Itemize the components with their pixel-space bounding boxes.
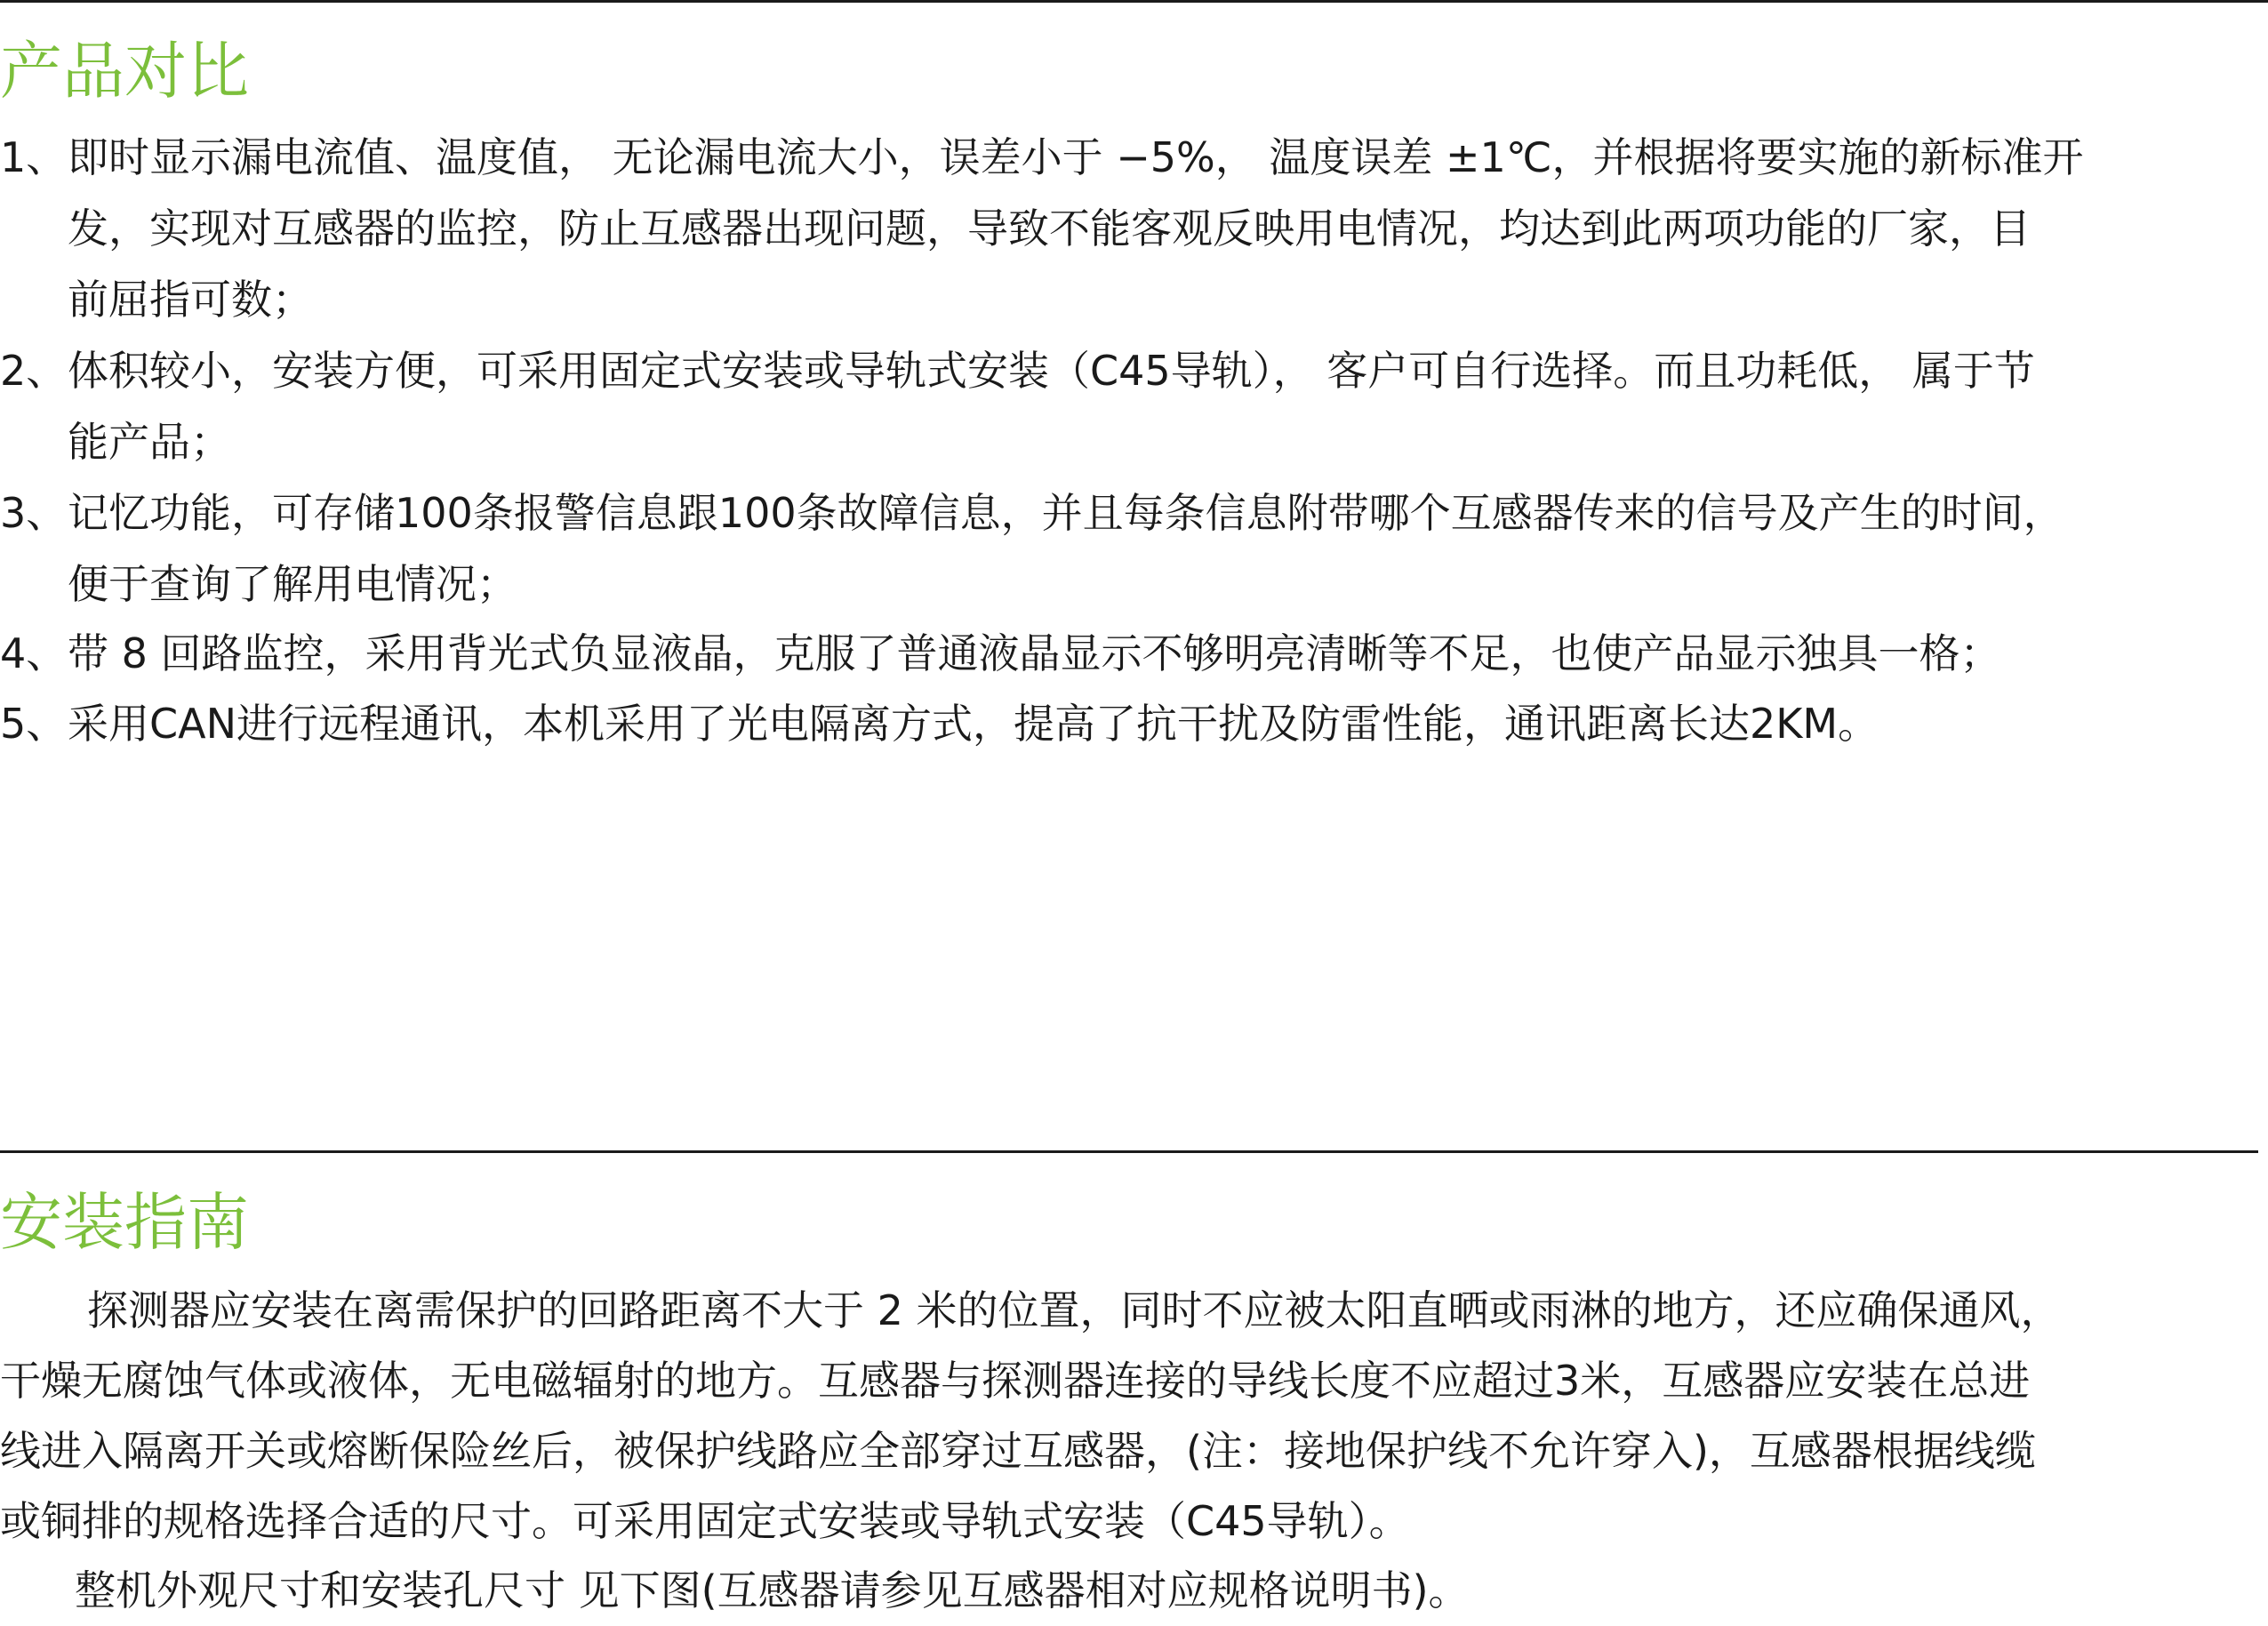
list-item-number: 5、	[0, 700, 68, 748]
list-item-line	[0, 477, 2263, 549]
list-item-text: 体积较小，安装方便，可采用固定式安装或导轨式安装（C45导轨）， 客户可自行选择。而且功耗低， 属于节	[68, 347, 2035, 395]
section-heading-product-comparison: 产品对比	[0, 35, 249, 108]
list-item-number: 3、	[0, 489, 68, 537]
list-item-text: 能产品；	[68, 418, 231, 466]
list-item-text: 发，实现对互感器的监控，防止互感器出现问题，导致不能客观反映用电情况，均达到此两项功能的厂家，目	[68, 204, 2031, 252]
paragraph-line: 整机外观尺寸和安装孔尺寸 见下图(互感器请参见互感器相对应规格说明书)。	[75, 1566, 1470, 1614]
paragraph-line: 或铜排的规格选择合适的尺寸。可采用固定式安装或导轨式安装（C45导轨）。	[0, 1497, 1410, 1545]
list-item-text: 便于查询了解用电情况；	[68, 560, 517, 608]
list-item-line	[0, 122, 2263, 193]
paragraph-line: 干燥无腐蚀气体或液体，无电磁辐射的地方。互感器与探测器连接的导线长度不应超过3米，互感器应安装在总进	[0, 1357, 2031, 1405]
list-item	[0, 688, 2263, 759]
list-item-number: 4、	[0, 629, 68, 677]
installation-paragraph	[0, 1276, 2263, 1557]
list-item-text: 采用CAN进行远程通讯，本机采用了光电隔离方式，提高了抗干扰及防雷性能，通讯距离长达2KM。	[68, 700, 1879, 748]
list-item-line	[0, 335, 2263, 406]
section-divider	[0, 1150, 2258, 1153]
top-divider	[0, 0, 2268, 3]
list-item-text: 带 8 回路监控，采用背光式负显液晶，克服了普通液晶显示不够明亮清晰等不足，也使产品显示独具一格；	[68, 629, 2001, 677]
list-item-line	[0, 618, 2263, 689]
list-item	[0, 335, 2263, 477]
list-item	[0, 618, 2263, 689]
paragraph-line: 探测器应安装在离需保护的回路距离不大于 2 米的位置，同时不应被太阳直晒或雨淋的地方，还应确保通风，	[87, 1286, 2062, 1334]
list-item-text: 即时显示漏电流值、温度值， 无论漏电流大小，误差小于 −5%， 温度误差 ±1℃，并根据将要实施的新标准开	[68, 133, 2084, 181]
list-item	[0, 122, 2263, 335]
list-item	[0, 477, 2263, 620]
list-item-line	[0, 688, 2263, 759]
list-item-number: 2、	[0, 347, 68, 395]
dimensions-note	[0, 1556, 2263, 1626]
list-item-number: 1、	[0, 133, 68, 181]
paragraph-line: 线进入隔离开关或熔断保险丝后，被保护线路应全部穿过互感器，(注：接地保护线不允许穿入)，互感器根据线缆	[0, 1427, 2036, 1475]
list-item-text: 记忆功能，可存储100条报警信息跟100条故障信息，并且每条信息附带哪个互感器传来的信号及产生的时间，	[68, 489, 2064, 537]
section-heading-installation-guide: 安装指南	[0, 1186, 249, 1259]
list-item-text: 前屈指可数；	[68, 276, 313, 324]
